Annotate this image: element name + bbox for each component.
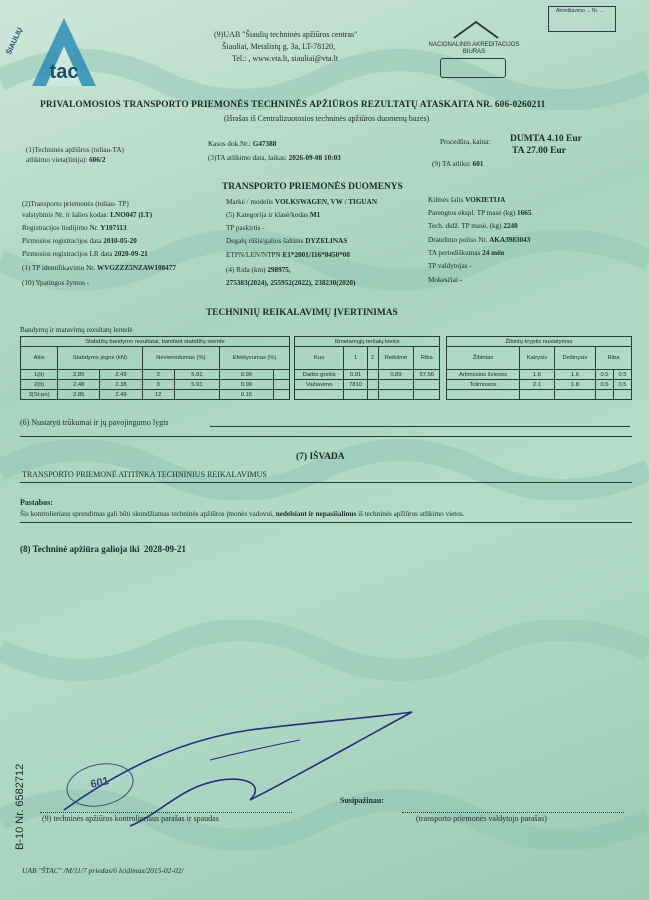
emission-cell: 7810 — [344, 380, 367, 390]
vehicle-field-right-3: Draudimo poliso Nr. AKA3983043 — [428, 236, 531, 244]
cash-doc: Kasos dok.Nr.: G47388 — [208, 140, 277, 148]
brake-cell: 2.49 — [100, 370, 142, 380]
defects-line-2 — [20, 436, 632, 437]
vehicle-field-mid-1: (5) Kategorija ir klasė/kodas M1 — [226, 211, 321, 219]
defects-line — [210, 426, 630, 427]
brake-head-cell: Stabdymo jėgos (kN) — [58, 347, 143, 370]
vehicle-field-right-0: Kilmės šalis VOKIETIJA — [428, 196, 506, 204]
light-cell: 2.1 — [520, 380, 555, 390]
conclusion-title: (7) IŠVADA — [296, 452, 345, 462]
report-subtitle: (Išrašas iš Centralizuotosios techninės apžiūros duomenų bazės) — [224, 114, 430, 123]
brake-cell — [273, 390, 289, 400]
emission-cell: Darbo greitis — [295, 370, 344, 380]
vehicle-field-mid-4: ETPN/LEN/NTPN E1*2001/116*0450*08 — [226, 251, 350, 259]
brake-cell: 2.38 — [100, 380, 142, 390]
light-cell: 1.6 — [554, 370, 595, 380]
procedure-label: Procedūra, kaina: — [440, 138, 491, 146]
owner-signature-caption: (transporto priemonės valdytojo parašas) — [416, 814, 547, 823]
report-title: PRIVALOMOSIOS TRANSPORTO PRIEMONĖS TECHNINĖS APŽIŪROS REZULTATŲ ATASKAITA NR. 606-0260211 — [40, 100, 546, 110]
brake-table-header: Stabdžių bandymo rezultatai, bandant stabdžių stende — [21, 337, 290, 347]
light-cell — [595, 390, 613, 400]
accreditation-house-icon — [448, 18, 504, 40]
light-cell: Tolimosios — [447, 380, 520, 390]
controller-signature-line — [40, 812, 292, 813]
emission-head-cell: Reikšmė — [378, 347, 414, 370]
brake-cell: 12 — [142, 390, 174, 400]
emission-cell — [295, 390, 344, 400]
siauliu-tac-logo — [24, 12, 104, 94]
light-cell — [554, 390, 595, 400]
brake-cell: 2.85 — [58, 370, 100, 380]
vehicle-field-left-3: Pirmosios registracijos data 2010-05-20 — [22, 237, 137, 245]
light-cell: 0.5 — [595, 370, 613, 380]
light-cell: 1.6 — [520, 370, 555, 380]
vehicle-field-left-6: (10) Ypatingos žymos - — [22, 279, 90, 287]
notes-text: Šis kontrolieriaus sprendimas gali būti skundžiamas techninės apžiūros įmonės vadovui, nedelsiant ir nepasišalinus iš techninės apžiūros atlikimo vietos. — [20, 510, 465, 518]
vehicle-field-mid-6: 275383(2024), 255952(2022), 238230(2020) — [226, 279, 356, 287]
light-results-table — [446, 336, 632, 400]
side-serial-number: B-10 Nr. 6582712 — [14, 763, 26, 850]
brake-cell: 3(St-pn) — [21, 390, 58, 400]
emission-table-header: Išmetamųjų teršalų kiekis — [295, 337, 440, 347]
svg-text:tac: tac — [49, 61, 79, 83]
brake-cell: 2(lt) — [21, 380, 58, 390]
vehicle-section-title: TRANSPORTO PRIEMONĖS DUOMENYS — [222, 182, 403, 192]
light-cell — [520, 390, 555, 400]
emission-head-cell: 1 — [344, 347, 367, 370]
stamp-number: 601 — [89, 775, 110, 791]
emission-cell: 57.56 — [414, 370, 440, 380]
table-label: Bandymų ir matavimų rezultatų lentelė — [20, 326, 133, 334]
light-cell: 1.8 — [554, 380, 595, 390]
vehicle-field-left-1: valstybinis Nr. ir šalies kodas: LNO047 (LT) — [22, 211, 153, 219]
light-head-cell: Kairysis — [520, 347, 555, 370]
conclusion-text: TRANSPORTO PRIEMONĖ ATITINKA TECHNINIUS REIKALAVIMUS — [22, 470, 267, 479]
brake-cell — [174, 390, 220, 400]
company-address: Šiauliai, Metalistų g. 3a, LT-78120, — [222, 42, 336, 51]
ta-code: (9) TA atliko: 601 — [432, 160, 484, 168]
vehicle-field-right-4: TA periodiškumas 24 mėn — [428, 249, 505, 257]
ta-time: (3)TA atlikimo data, laikas: 2026-09-08 10:03 — [208, 154, 341, 162]
light-table-header: Žibintų kryptis nustatymas — [447, 337, 632, 347]
valid-until: (8) Techninė apžiūra galioja iki 2028-09-21 — [20, 544, 187, 554]
light-cell: 0.5 — [613, 380, 631, 390]
emission-cell — [344, 390, 367, 400]
brake-cell: 2.49 — [100, 390, 142, 400]
vehicle-field-right-6: Mokesčiai - — [428, 276, 463, 284]
brake-head-cell: Efektyvumas (%) — [220, 347, 290, 370]
vehicle-field-left-0: (2)Transporto priemonės (toliau- TP) — [22, 200, 129, 208]
station-label-2: atlikimo vieta(linija): 606/2 — [26, 156, 106, 164]
company-contacts: Tel.: , www.vta.lt, siauliai@vta.lt — [232, 54, 339, 63]
conclusion-line — [20, 482, 632, 483]
brake-cell: 2.85 — [58, 390, 100, 400]
brake-cell: 3 — [142, 380, 174, 390]
brake-cell: 0.99 — [220, 380, 273, 390]
vehicle-field-left-5: (1) TP identifikavimo Nr. WVGZZZ5NZAW108477 — [22, 264, 176, 272]
top-right-stamp: Akreditavimo ... Nr. ... — [556, 8, 604, 14]
company-name: (9)UAB "Šiaulių techninės apžiūros centras" — [214, 30, 358, 39]
emission-cell — [378, 390, 414, 400]
brake-results-table — [20, 336, 290, 400]
emission-cell — [367, 390, 378, 400]
emission-results-table — [294, 336, 440, 400]
light-head-cell: Dešinysis — [554, 347, 595, 370]
brake-cell: 1(lt) — [21, 370, 58, 380]
brake-cell: 0.99 — [220, 370, 273, 380]
emission-head-cell: Riba — [414, 347, 440, 370]
brake-cell: 0.16 — [220, 390, 273, 400]
owner-signature-line — [402, 812, 624, 813]
notes-title: Pastabos: — [20, 498, 53, 507]
procedure-price-2: TA 27.00 Eur — [512, 146, 566, 156]
logo-text: ŠIAULIŲ — [4, 25, 25, 56]
vehicle-field-right-2: Tech. didž. TP masė, (kg) 2240 — [428, 222, 518, 230]
vehicle-field-mid-0: Markė / modelis VOLKSWAGEN, VW / TIGUAN — [226, 198, 378, 206]
light-head-cell: Žibintas — [447, 347, 520, 370]
vehicle-field-mid-3: Degalų rūšis/galios šaltinis DYZELINAS — [226, 237, 348, 245]
light-cell: Artimosios šviesos — [447, 370, 520, 380]
brake-head-cell: Nevienodumas (%) — [142, 347, 220, 370]
emission-cell — [378, 380, 414, 390]
background-wave — [0, 430, 649, 500]
emission-cell — [367, 380, 378, 390]
vehicle-field-left-2: Registracijos liudijimo Nr. Y107113 — [22, 224, 127, 232]
requirements-title: TECHNINIŲ REIKALAVIMŲ ĮVERTINIMAS — [206, 308, 398, 318]
vehicle-field-left-4: Pirmosios registracijos LR data 2020-09-21 — [22, 250, 148, 258]
procedure-price-1: DUMTA 4.10 Eur — [510, 134, 582, 144]
top-right-stamp-box — [548, 6, 616, 32]
brake-cell: 5.91 — [174, 370, 220, 380]
acknowledgement-label: Susipažinau: — [340, 796, 385, 805]
brake-cell: 5.91 — [174, 380, 220, 390]
emission-cell: Važiavimo — [295, 380, 344, 390]
background-wave — [0, 620, 649, 690]
emission-cell — [367, 370, 378, 380]
emission-head-cell: 2 — [367, 347, 378, 370]
emission-cell: 0.91 — [344, 370, 367, 380]
light-head-cell: Riba — [595, 347, 631, 370]
vehicle-field-right-1: Parengtos ekspl. TP masė (kg) 1665 — [428, 209, 532, 217]
station-label: (1)Techninės apžiūros (toliau-TA) — [26, 146, 124, 154]
vehicle-field-mid-5: (4) Rida (km) 298975, — [226, 266, 291, 274]
controller-signature-caption: (9) techninės apžiūros kontrolieriaus parašas ir spaudas — [42, 814, 219, 823]
accreditation-text: NACIONALINIS AKREDITACIJOS BIURAS — [428, 42, 520, 55]
light-cell: 0.5 — [613, 370, 631, 380]
brake-cell — [273, 380, 289, 390]
emission-cell: 0.89 — [378, 370, 414, 380]
brake-cell: 3 — [142, 370, 174, 380]
light-cell — [613, 390, 631, 400]
light-cell: 0.5 — [595, 380, 613, 390]
brake-head-cell: Ašis — [21, 347, 58, 370]
brake-cell: 2.48 — [58, 380, 100, 390]
vehicle-field-mid-2: TP paskirtis - — [226, 224, 265, 232]
vehicle-field-right-5: TP valdytojas - — [428, 262, 472, 270]
light-cell — [447, 390, 520, 400]
emission-cell — [414, 390, 440, 400]
accreditation-stamp-box — [440, 58, 506, 78]
emission-head-cell: Kuo — [295, 347, 344, 370]
brake-cell — [273, 370, 289, 380]
emission-cell — [414, 380, 440, 390]
defects-label: (6) Nustatyti trūkumai ir jų pavojingumo lygis — [20, 418, 169, 427]
notes-line — [20, 522, 632, 523]
form-code: UAB "ŠTAC" /M/11/7 priedas/6 leidimas/2015-02-02/ — [22, 866, 184, 875]
